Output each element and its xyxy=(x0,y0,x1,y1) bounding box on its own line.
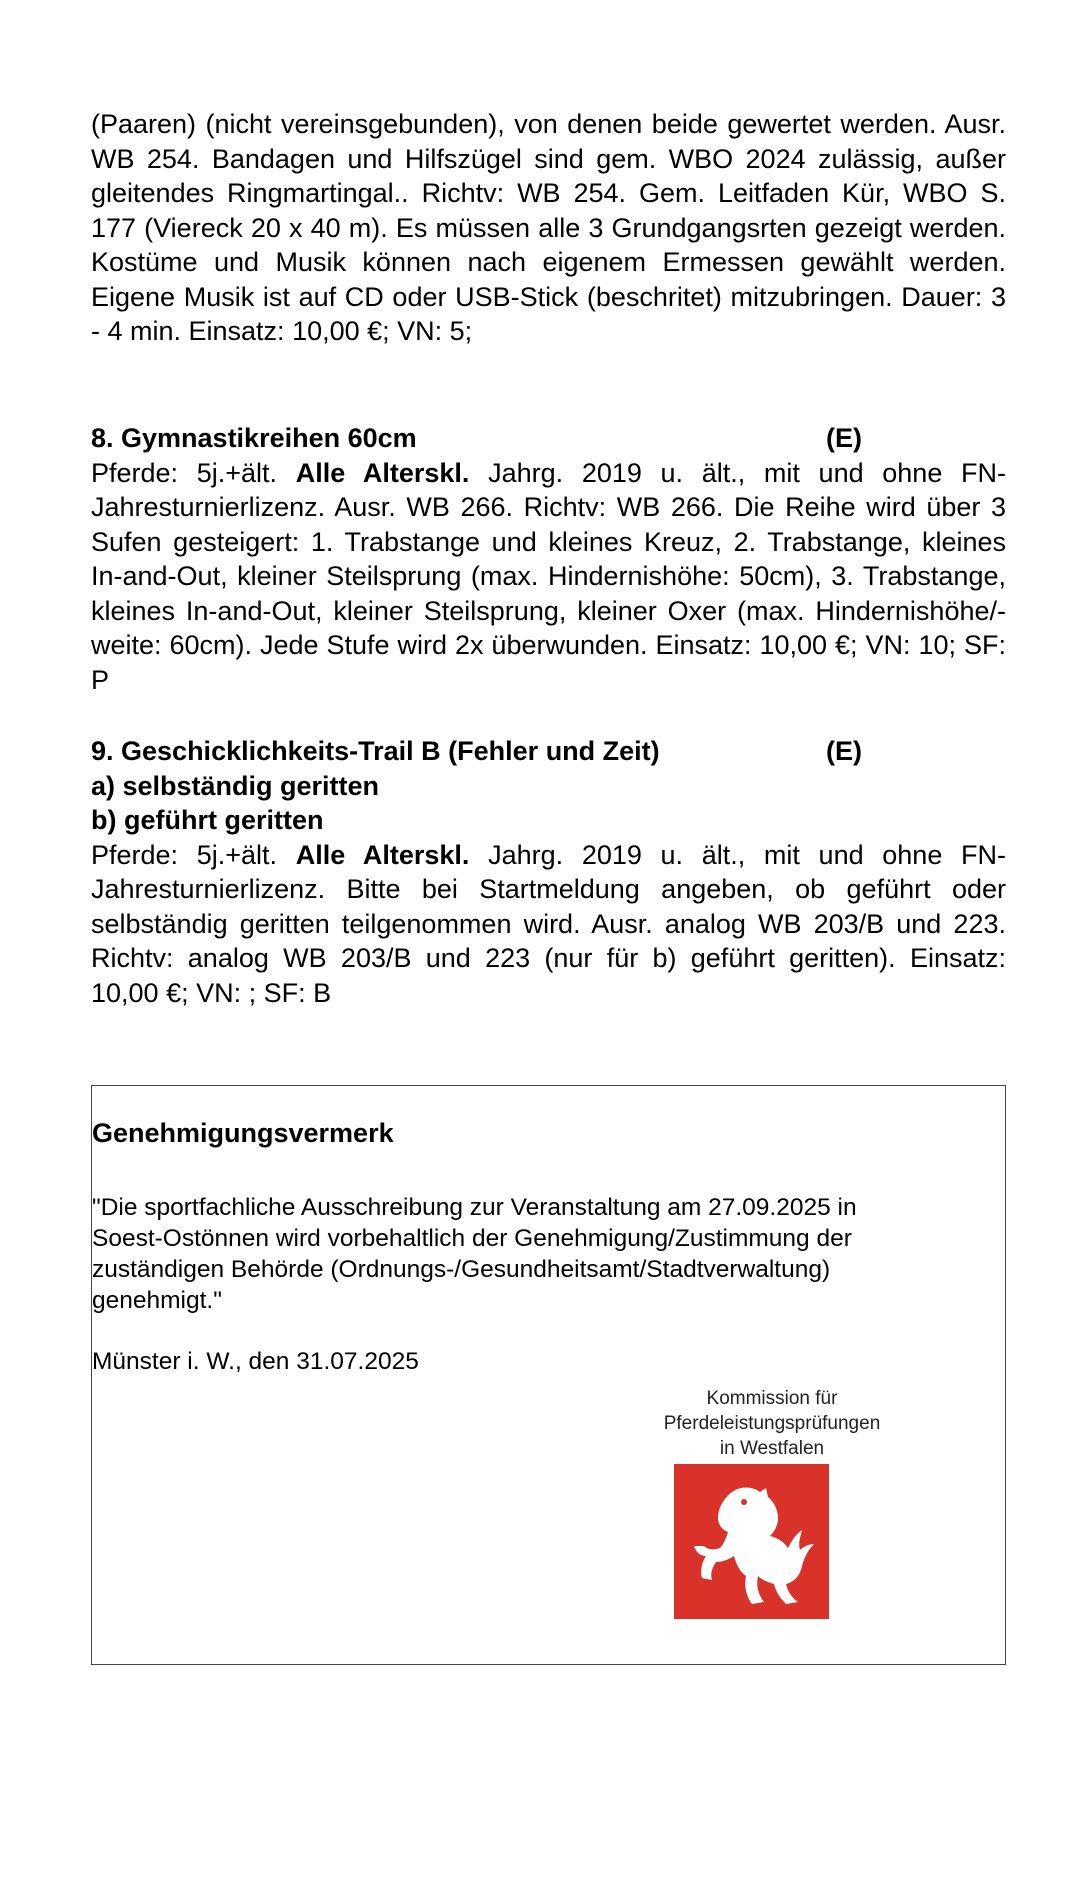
section-9-sub-b: b) geführt geritten xyxy=(91,805,324,835)
seal-line: in Westfalen xyxy=(719,1438,825,1459)
section-9-sub-a: a) selbständig geritten xyxy=(91,770,380,801)
approval-quote-line: "Die sportfachliche Ausschreibung zur Veranstaltung am 27.09.2025 in xyxy=(92,1194,857,1221)
approval-quote-line: genehmigt." xyxy=(92,1287,222,1314)
seal-line: Kommission für xyxy=(706,1388,838,1409)
commission-seal-text xyxy=(632,1386,912,1461)
section-8 xyxy=(91,421,1006,697)
section-8-title: 8. Gymnastikreihen 60cm xyxy=(91,423,417,453)
section-9-body: Pferde: 5j.+ält. Alle Alterskl. Jahrg. 2019 u. ält., mit und ohne FN-Jahresturnierlizenz. Bitte bei Startmeldung angeben, ob geführt oder selbständig geritten teilgenommen wird. Ausr. analog WB 203/B und 223. Richtv: analog WB 203/B und 223 (nur für b) geführt geritten). Einsatz: 10,00 €; VN: ; SF: B xyxy=(91,839,1006,1008)
approval-date: Münster i. W., den 31.07.2025 xyxy=(92,1348,419,1375)
section-9-title: 9. Geschicklichkeits-Trail B (Fehler und Zeit) xyxy=(91,736,660,766)
section-8-code: (E) xyxy=(826,423,862,453)
seal-line: Pferdeleistungsprüfungen xyxy=(663,1413,881,1434)
approval-box xyxy=(91,1085,1006,1665)
section-8-body: Pferde: 5j.+ält. Alle Alterskl. Jahrg. 2019 u. ält., mit und ohne FN-Jahresturnierlizenz. Ausr. WB 266. Richtv: WB 266. Die Reihe wird über 3 Sufen gesteigert: 1. Trabstange und kleines Kreuz, 2. Trabstange, kleines In-and-Out, kleiner Steilsprung (max. Hindernishöhe: 50cm), 3. Trabstange, kleines In-and-Out, kleiner Steilsprung, kleiner Oxer (max. Hindernishöhe/-weite: 60cm). Jede Stufe wird 2x überwunden. Einsatz: 10,00 €; VN: 10; SF: P xyxy=(91,457,1006,695)
approval-title: Genehmigungsvermerk xyxy=(92,1118,394,1148)
intro-block xyxy=(91,107,1006,349)
section-9-code: (E) xyxy=(826,736,862,766)
intro-paragraph: (Paaren) (nicht vereinsgebunden), von denen beide gewertet werden. Ausr. WB 254. Bandagen und Hilfszügel sind gem. WBO 2024 zulässig, außer gleitendes Ringmartingal.. Richtv: WB 254. Gem. Leitfaden Kür, WBO S. 177 (Viereck 20 x 40 m). Es müssen alle 3 Grundgangsrten gezeigt werden. Kostüme und Musik können nach eigenem Ermessen gewählt werden. Eigene Musik ist auf CD oder USB-Stick (beschritet) mitzubringen. Dauer: 3 - 4 min. Einsatz: 10,00 €; VN: 5; xyxy=(91,109,1006,346)
section-9 xyxy=(91,734,1006,1010)
section-8-heading xyxy=(91,421,1006,456)
approval-quote xyxy=(92,1192,972,1316)
approval-quote-line: Soest-Ostönnen wird vorbehaltlich der Genehmigung/Zustimmung der xyxy=(92,1225,852,1252)
section-9-heading xyxy=(91,734,1006,769)
westphalian-horse-icon xyxy=(674,1464,829,1619)
approval-quote-line: zuständigen Behörde (Ordnungs-/Gesundheitsamt/Stadtverwaltung) xyxy=(92,1256,831,1283)
